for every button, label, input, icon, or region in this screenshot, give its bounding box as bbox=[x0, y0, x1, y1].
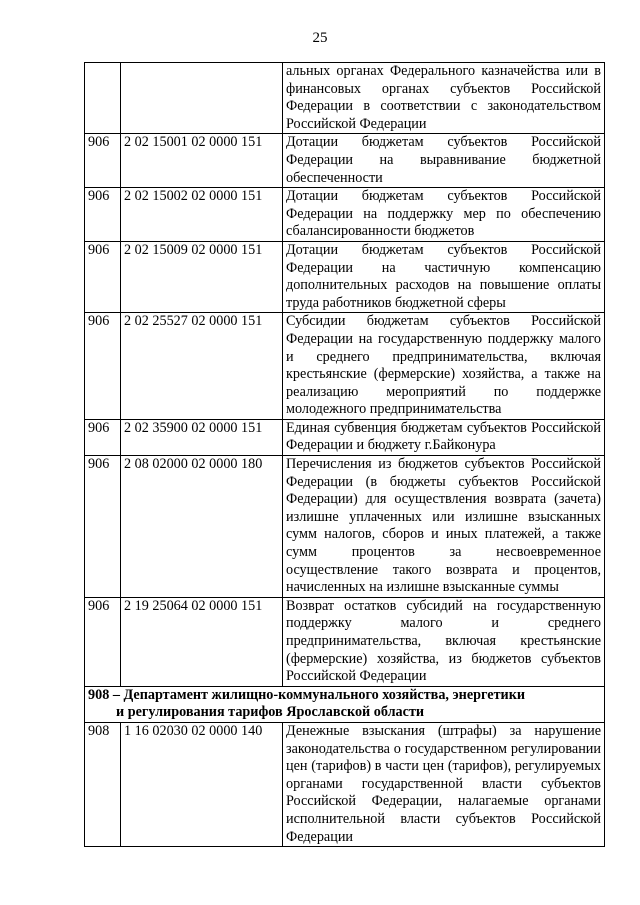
admin-code-cell: 908 bbox=[85, 722, 121, 846]
budget-code-cell: 2 02 25527 02 0000 151 bbox=[121, 313, 283, 420]
page-number: 25 bbox=[312, 30, 328, 46]
budget-code-cell bbox=[121, 63, 283, 134]
description-cell: Дотации бюджетам субъектов Российской Федерации на частичную компенсацию дополнительных расходов на повышение оплаты труда работников бюджетной сферы bbox=[283, 241, 605, 312]
description-cell: Перечисления из бюджетов субъектов Российской Федерации (в бюджеты субъектов Российской Федерации) для осуществления возврата (зачета) излишне уплаченных или излишне взысканных сумм налогов, сборов и иных платежей, а также сумм процентов за несвоевременное осуществление такого возврата и процентов, начисленных на излишне взысканные суммы bbox=[283, 456, 605, 598]
table-row bbox=[85, 63, 605, 134]
budget-code-cell: 1 16 02030 02 0000 140 bbox=[121, 722, 283, 846]
table-row bbox=[85, 313, 605, 420]
table-row bbox=[85, 134, 605, 188]
description-cell: Возврат остатков субсидий на государственную поддержку малого и среднего предпринимательства, включая крестьянские (фермерские) хозяйства, из бюджетов субъектов Российской Федерации bbox=[283, 597, 605, 686]
admin-code-cell: 906 bbox=[85, 134, 121, 188]
table-row bbox=[85, 456, 605, 598]
admin-code-cell: 906 bbox=[85, 241, 121, 312]
description-cell: Денежные взыскания (штрафы) за нарушение законодательства о государственном регулировании цен (тарифов) в части цен (тарифов), регулируемых органами государственной власти субъектов Российской Федерации, налагаемые органами исполнительной власти субъектов Российской Федерации bbox=[283, 722, 605, 846]
table-row bbox=[85, 419, 605, 455]
table-row bbox=[85, 241, 605, 312]
admin-code-cell: 906 bbox=[85, 188, 121, 242]
budget-code-cell: 2 08 02000 02 0000 180 bbox=[121, 456, 283, 598]
budget-classification-table bbox=[84, 62, 605, 847]
admin-code-cell: 906 bbox=[85, 597, 121, 686]
table-row bbox=[85, 188, 605, 242]
admin-code-cell: 906 bbox=[85, 313, 121, 420]
budget-code-cell: 2 02 15002 02 0000 151 bbox=[121, 188, 283, 242]
department-title-line2: и регулирования тарифов Ярославской области bbox=[116, 704, 425, 721]
department-title-line1: 908 – Департамент жилищно-коммунального хозяйства, энергетики bbox=[88, 686, 526, 703]
table-row bbox=[85, 597, 605, 686]
description-cell: Субсидии бюджетам субъектов Российской Федерации на государственную поддержку малого и среднего предпринимательства, включая крестьянские (фермерские) хозяйства, а также на реализацию мероприятий по поддержке молодежного предпринимательства bbox=[283, 313, 605, 420]
description-cell: Единая субвенция бюджетам субъектов Российской Федерации и бюджету г.Байконура bbox=[283, 419, 605, 455]
budget-code-cell: 2 02 35900 02 0000 151 bbox=[121, 419, 283, 455]
budget-code-cell: 2 02 15009 02 0000 151 bbox=[121, 241, 283, 312]
department-header-row bbox=[85, 686, 605, 722]
budget-code-cell: 2 02 15001 02 0000 151 bbox=[121, 134, 283, 188]
admin-code-cell: 906 bbox=[85, 419, 121, 455]
description-cell: Дотации бюджетам субъектов Российской Федерации на поддержку мер по обеспечению сбалансированности бюджетов bbox=[283, 188, 605, 242]
table-row bbox=[85, 722, 605, 846]
description-cell: альных органах Федерального казначейства или в финансовых органах субъектов Российской Федерации в соответствии с законодательством Российской Федерации bbox=[283, 63, 605, 134]
department-header bbox=[85, 686, 605, 722]
admin-code-cell: 906 bbox=[85, 456, 121, 598]
description-cell: Дотации бюджетам субъектов Российской Федерации на выравнивание бюджетной обеспеченности bbox=[283, 134, 605, 188]
admin-code-cell bbox=[85, 63, 121, 134]
budget-code-cell: 2 19 25064 02 0000 151 bbox=[121, 597, 283, 686]
